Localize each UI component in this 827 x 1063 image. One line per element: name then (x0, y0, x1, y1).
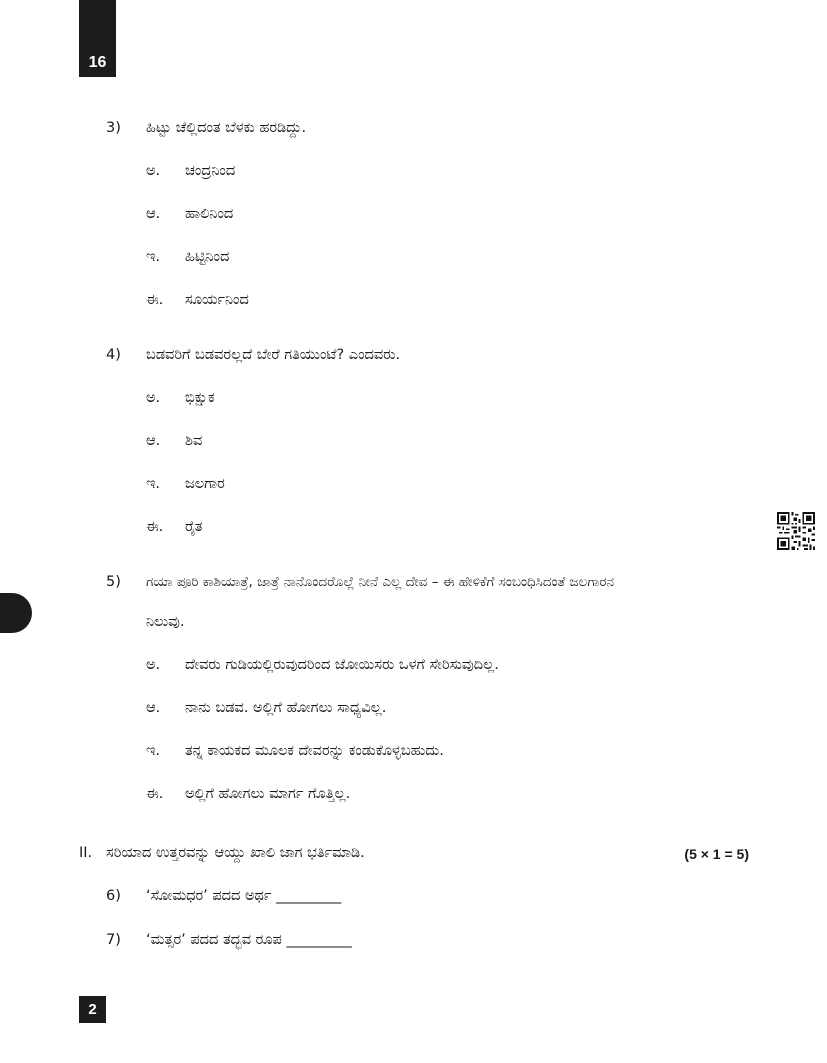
page-tab-number: 16 (88, 54, 107, 71)
side-tab-marker (0, 593, 32, 633)
question-text: ಬಡವರಿಗೆ ಬಡವರಲ್ಲದೆ ಬೇರೆ ಗತಿಯುಂಟೆ? ಎಂದವರು. (146, 347, 401, 363)
option-label: ಅ. (146, 163, 161, 179)
section-title: ಸರಿಯಾದ ಉತ್ತರವನ್ನು ಆಯ್ದು ಖಾಲಿ ಜಾಗ ಭರ್ತಿಮಾಡಿ. (106, 845, 365, 861)
option-text: ನಾನು ಬಡವ. ಅಲ್ಲಿಗೆ ಹೋಗಲು ಸಾಧ್ಯವಿಲ್ಲ. (185, 700, 387, 716)
fill-blank-question: ‘ಮತ್ಸರ’ ಪದದ ತದ್ಭವ ರೂಪ _________ (146, 932, 352, 948)
option-text: ರೈತ (185, 519, 203, 535)
section-marks: (5 × 1 = 5) (684, 846, 749, 862)
question-text: ಹಿಟ್ಟು ಚೆಲ್ಲಿದಂತ ಬೆಳಕು ಹರಡಿದ್ದು. (146, 120, 307, 136)
option-label: ಅ. (146, 657, 161, 673)
option-label: ಆ. (146, 700, 161, 716)
option-text: ದೇವರು ಗುಡಿಯಲ್ಲಿರುವುದರಿಂದ ಜೋಯಿಸರು ಒಳಗೆ ಸೇರಿಸುವುದಿಲ್ಲ. (185, 657, 499, 673)
option-text: ಜಲಗಾರ (185, 476, 225, 492)
question-number: 4) (106, 347, 121, 363)
option-text: ಅಲ್ಲಿಗೆ ಹೋಗಲು ಮಾರ್ಗ ಗೊತ್ತಿಲ್ಲ. (185, 786, 351, 802)
option-label: ಈ. (146, 519, 164, 535)
option-label: ಇ. (146, 476, 161, 492)
option-text: ಶಿವ (185, 433, 203, 449)
option-label: ಇ. (146, 249, 161, 265)
fill-blank-question: ‘ಸೋಮಧರ’ ಪದದ ಅರ್ಥ _________ (146, 888, 342, 904)
option-label: ಆ. (146, 206, 161, 222)
question-text-continued: ನಿಲುವು. (146, 614, 185, 630)
question-number: 3) (106, 120, 121, 136)
qr-code-icon (777, 512, 815, 550)
option-label: ಈ. (146, 292, 164, 308)
option-text: ಹಿಟ್ಟಿನಿಂದ (185, 249, 230, 265)
question-number: 5) (106, 574, 121, 590)
question-number: 7) (106, 932, 121, 948)
option-text: ಹಾಲಿನಿಂದ (185, 206, 234, 222)
option-text: ಸೂರ್ಯನಿಂದ (185, 292, 249, 308)
option-label: ಈ. (146, 786, 164, 802)
page-tab (79, 0, 116, 77)
page-number-box (79, 996, 106, 1023)
option-label: ಇ. (146, 743, 161, 759)
option-text: ತನ್ನ ಕಾಯಕದ ಮೂಲಕ ದೇವರನ್ನು ಕಂಡುಕೊಳ್ಳಬಹುದು. (185, 743, 444, 759)
option-label: ಅ. (146, 390, 161, 406)
question-number: 6) (106, 888, 121, 904)
option-text: ಭಿಕ್ಷುಕ (185, 390, 215, 406)
question-text: ಗಯಾ ಪೂರಿ ಕಾಶಿಯಾತ್ರೆ, ಜಾತ್ರೆ ನಾನೊಂದರೊಲ್ಲೆ ನೀನೆ ಎಲ್ಲ ದೇವ – ಈ ಹೇಳಿಕೆಗೆ ಸಂಬಂಧಿಸಿದಂತೆ ಜಲಗಾರನ (146, 574, 615, 590)
option-text: ಚಂದ್ರನಿಂದ (185, 163, 236, 179)
section-number: II. (79, 845, 93, 861)
option-label: ಆ. (146, 433, 161, 449)
page-number: 2 (88, 1001, 97, 1018)
